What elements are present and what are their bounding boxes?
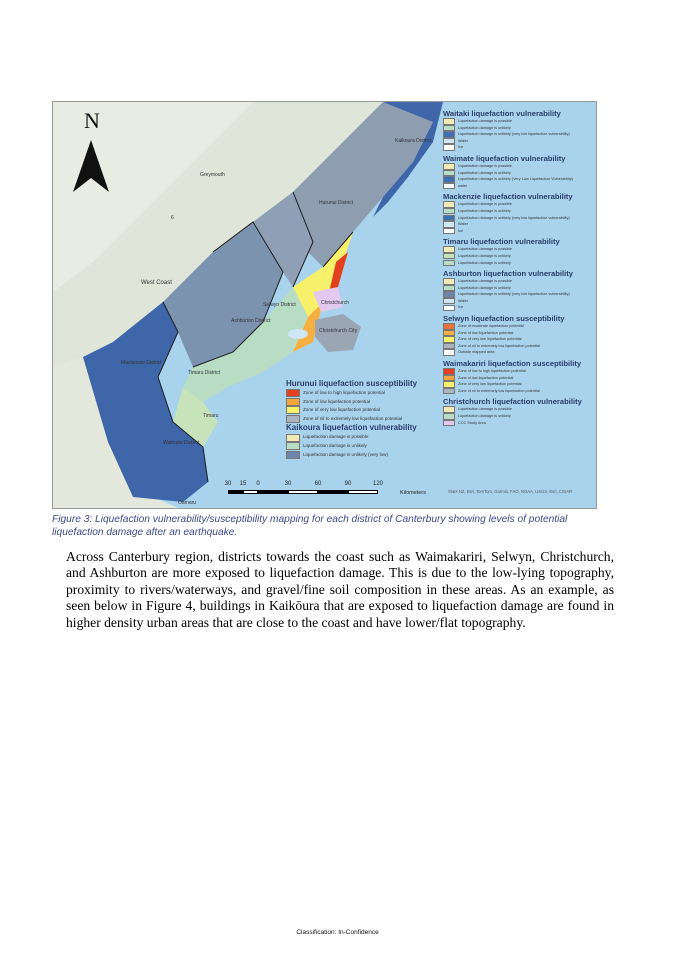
legend-item-label: Liquefaction damage is possible — [458, 119, 513, 123]
legend-swatch — [443, 349, 455, 356]
legend-swatch — [443, 330, 455, 337]
legend-bottom-item — [286, 442, 446, 451]
map-label-hurunui: Hurunui District — [319, 200, 354, 206]
legend-swatch — [443, 144, 455, 151]
legend-item-label: Ice — [458, 145, 464, 150]
legend-item-label: Liquefaction damage is possible — [458, 202, 513, 207]
legend-item-label: Liquefaction damage is unlikely — [458, 208, 511, 213]
classification-footer: Classification: In-Confidence — [296, 929, 379, 936]
legend-right-item — [443, 336, 593, 343]
legend-swatch — [286, 442, 300, 450]
lake-ellesmere — [288, 329, 308, 339]
legend-item-label: Water — [458, 298, 468, 303]
legend-right-item — [443, 170, 593, 177]
legend-swatch — [443, 183, 455, 190]
scale-tick-label: 90 — [344, 481, 352, 487]
legend-right-group-title: Timaru liquefaction vulnerability — [443, 237, 560, 247]
map-label-road-6: 6 — [171, 215, 174, 221]
legend-swatch — [286, 389, 300, 397]
legend-item-label: Liquefaction damage is unlikely (Very Low Liquefaction Vulnerability) — [458, 177, 574, 182]
legend-swatch — [443, 208, 455, 215]
legend-swatch — [443, 215, 455, 222]
legend-right-item — [443, 413, 593, 420]
legend-right-group-title: Mackenzie liquefaction vulnerability — [443, 192, 573, 202]
scale-tick-label: 30 — [284, 481, 292, 487]
legend-item-label: Water — [458, 138, 468, 143]
legend-right-item — [443, 215, 593, 222]
legend-swatch — [443, 298, 455, 305]
legend-swatch — [443, 163, 455, 170]
legend-item-label: Liquefaction damage is unlikely — [458, 125, 511, 130]
legend-item-label: water — [458, 183, 468, 188]
legend-item-label: Liquefaction damage is unlikely — [458, 285, 511, 290]
legend-item-label: Zone of moderate liquefaction potential — [458, 324, 524, 329]
legend-right-item — [443, 131, 593, 138]
map-credits: Stats NZ, Esri, TomTom, Garmin, FAO, NOAA, USGS, Esri, CGIAR — [448, 489, 573, 494]
legend-right-item — [443, 125, 593, 132]
legend-right-item — [443, 375, 593, 382]
map-label-ashburton: Ashburton District — [231, 318, 271, 324]
legend-right-item — [443, 330, 593, 337]
legend-swatch — [443, 278, 455, 285]
scale-segment — [258, 490, 288, 494]
legend-item-label: Zone of very low liquefaction potential — [458, 337, 522, 342]
legend-right-item — [443, 144, 593, 151]
legend-item-label: Zone of low to high liquefaction potential — [303, 390, 385, 395]
legend-item-label: Zone of low liquefaction potential — [458, 375, 514, 380]
legend-right-item — [443, 343, 593, 350]
legend-swatch — [286, 398, 300, 406]
legend-swatch — [443, 246, 455, 253]
legend-right-item — [443, 298, 593, 305]
legend-swatch — [443, 343, 455, 350]
legend-bottom — [286, 379, 446, 459]
legend-swatch — [443, 138, 455, 145]
map-label-timaru-town: Timaru — [203, 413, 219, 419]
legend-right-item — [443, 291, 593, 298]
legend-item-label: Zone of very low liquefaction potential — [458, 382, 522, 387]
legend-right-group-title: Ashburton liquefaction vulnerability — [443, 269, 573, 279]
legend-right-item — [443, 278, 593, 285]
legend-right-item — [443, 381, 593, 388]
legend-swatch — [443, 131, 455, 138]
scale-segment — [348, 490, 378, 494]
legend-right-item — [443, 285, 593, 292]
map-label-christchurch-city: Christchurch City — [319, 328, 358, 334]
legend-item-label: Liquefaction damage is possible — [458, 279, 513, 284]
legend-right-item — [443, 183, 593, 190]
map-label-selwyn: Selwyn District — [263, 302, 296, 308]
map-label-mackenzie: Mackenzie District — [121, 360, 162, 366]
legend-item-label: Liquefaction damage is unlikely — [458, 414, 511, 418]
legend-item-label: Liquefaction damage is unlikely — [458, 253, 511, 258]
body-paragraph: Across Canterbury region, districts towards the coast such as Waimakariri, Selwyn, Christchurch, and Ashburton are more exposed to liquefaction damage. This is due to the low-lying topography, proximity to rivers/waterways, and gravel/fine soil composition in these areas. As an example, as seen below in Figure 4, buildings in Kaikōura that are exposed to liquefaction damage are found in higher density urban areas that are close to the coast and have lower/flat topography. — [66, 549, 614, 630]
legend-swatch — [443, 253, 455, 260]
legend-right-item — [443, 406, 593, 413]
legend-right-group-title: Waitaki liquefaction vulnerability — [443, 109, 561, 118]
figure-caption: Figure 3: Liquefaction vulnerability/susceptibility mapping for each district of Canterbury showing levels of potential liquefaction damage after an earthquake. — [52, 514, 568, 538]
liquefaction-map-figure — [52, 101, 597, 509]
scale-tick-label: 30 — [224, 481, 232, 487]
legend-item-label: Zone of nil to extremely low liquefaction potential — [458, 343, 540, 348]
legend-item-label: Zone of nil to extremely low liquefaction potential — [303, 415, 403, 421]
legend-swatch — [443, 228, 455, 235]
legend-item-label: Liquefaction damage is unlikely — [458, 170, 511, 175]
legend-right-item — [443, 368, 593, 375]
legend-swatch — [286, 451, 300, 459]
legend-swatch — [443, 125, 455, 132]
legend-item-label: Zone of nil to extremely low liquefaction potential — [458, 388, 540, 393]
legend-swatch — [286, 406, 300, 414]
legend-right-group-title: Waimakariri liquefaction susceptibility — [443, 359, 582, 369]
legend-right-item — [443, 420, 593, 427]
legend-right-item — [443, 201, 593, 208]
legend-swatch — [443, 336, 455, 343]
legend-right-item — [443, 323, 593, 330]
legend-item-label: CCC Study Area — [458, 420, 486, 425]
legend-bottom-item — [286, 389, 446, 398]
map-label-christchurch: Christchurch — [321, 300, 350, 306]
legend-swatch — [443, 201, 455, 208]
legend-item-label: Liquefaction damage is unlikely — [303, 442, 367, 448]
legend-swatch — [443, 118, 455, 125]
legend-item-label: Ice — [458, 228, 464, 233]
legend-right — [443, 106, 593, 426]
legend-bottom-item — [286, 415, 446, 424]
legend-right-item — [443, 176, 593, 183]
legend-right-item — [443, 388, 593, 395]
legend-right-group-title: Christchurch liquefaction vulnerability — [443, 397, 582, 407]
legend-item-label: Liquefaction damage is possible — [458, 407, 513, 412]
legend-swatch — [443, 305, 455, 312]
legend-bottom-group-title: Kaikoura liquefaction vulnerability — [286, 423, 417, 433]
legend-swatch — [443, 176, 455, 183]
legend-swatch — [443, 368, 455, 375]
legend-item-label: Liquefaction damage is unlikely (very low) — [303, 451, 389, 457]
map-label-greymouth: Greymouth — [200, 172, 225, 178]
legend-right-item — [443, 208, 593, 215]
legend-item-label: Zone of low liquefaction potential — [303, 398, 370, 404]
legend-right-group-title: Selwyn liquefaction susceptibility — [443, 314, 565, 324]
legend-right-item — [443, 246, 593, 253]
legend-swatch — [286, 415, 300, 423]
legend-right-item — [443, 221, 593, 228]
legend-right-item — [443, 228, 593, 235]
legend-right-item — [443, 304, 593, 311]
map-label-west-coast: West Coast — [141, 280, 172, 286]
legend-bottom-group-title: Hurunui liquefaction susceptibility — [286, 379, 418, 388]
scale-segment — [288, 490, 318, 494]
legend-item-label: Zone of low liquefaction potential — [458, 330, 514, 335]
legend-item-label: Water — [458, 222, 468, 227]
legend-swatch — [443, 285, 455, 292]
scale-segment — [228, 490, 243, 494]
map-label-kaikoura: Kaikoura District — [395, 138, 432, 144]
legend-item-label: Ice — [458, 305, 464, 310]
legend-bottom-item — [286, 451, 446, 460]
legend-right-group-title: Waimate liquefaction vulnerability — [443, 153, 566, 163]
legend-item-label: Liquefaction damage is unlikely — [458, 260, 511, 265]
north-label: N — [84, 108, 100, 133]
legend-swatch — [443, 260, 455, 267]
scale-tick-label: 60 — [314, 481, 322, 487]
legend-swatch — [443, 170, 455, 177]
legend-swatch — [443, 221, 455, 228]
legend-bottom-item — [286, 433, 446, 442]
scale-tick-label: 0 — [256, 481, 260, 487]
scale-units: Kilometers — [400, 490, 426, 496]
map-label-oamaru: Oamaru — [178, 500, 197, 506]
legend-swatch — [443, 323, 455, 330]
legend-item-label: Liquefaction damage is unlikely (very low liquefaction vulnerability) — [458, 292, 570, 297]
legend-swatch — [286, 434, 300, 442]
legend-item-label: Outside mapped area — [458, 350, 495, 355]
legend-item-label: Liquefaction damage is unlikely (very low liquefaction vulnerability) — [458, 215, 570, 220]
scale-tick-label: 15 — [239, 481, 247, 487]
scale-segment — [318, 490, 348, 494]
map-label-timaru: Timaru District — [188, 370, 221, 376]
legend-bottom-item — [286, 406, 446, 415]
legend-right-item — [443, 349, 593, 356]
scale-tick-label: 120 — [372, 481, 384, 487]
legend-right-item — [443, 138, 593, 145]
legend-item-label: Zone of very low liquefaction potential — [303, 407, 380, 413]
scale-segment — [243, 490, 258, 494]
legend-item-label: Liquefaction damage is possible — [303, 434, 369, 440]
legend-bottom-item — [286, 398, 446, 407]
legend-item-label: Liquefaction damage is possible — [458, 247, 513, 252]
legend-swatch — [443, 291, 455, 298]
legend-item-label: Liquefaction damage is unlikely (very low liquefaction vulnerability) — [458, 132, 570, 137]
legend-right-item — [443, 260, 593, 267]
scale-bar — [224, 481, 428, 501]
legend-item-label: Zone of low to high liquefaction potential — [458, 369, 526, 374]
legend-right-item — [443, 253, 593, 260]
map-label-waimate: Waimate District — [163, 440, 200, 446]
legend-item-label: Liquefaction damage is possible — [458, 163, 513, 168]
legend-right-item — [443, 118, 593, 125]
legend-right-item — [443, 163, 593, 170]
